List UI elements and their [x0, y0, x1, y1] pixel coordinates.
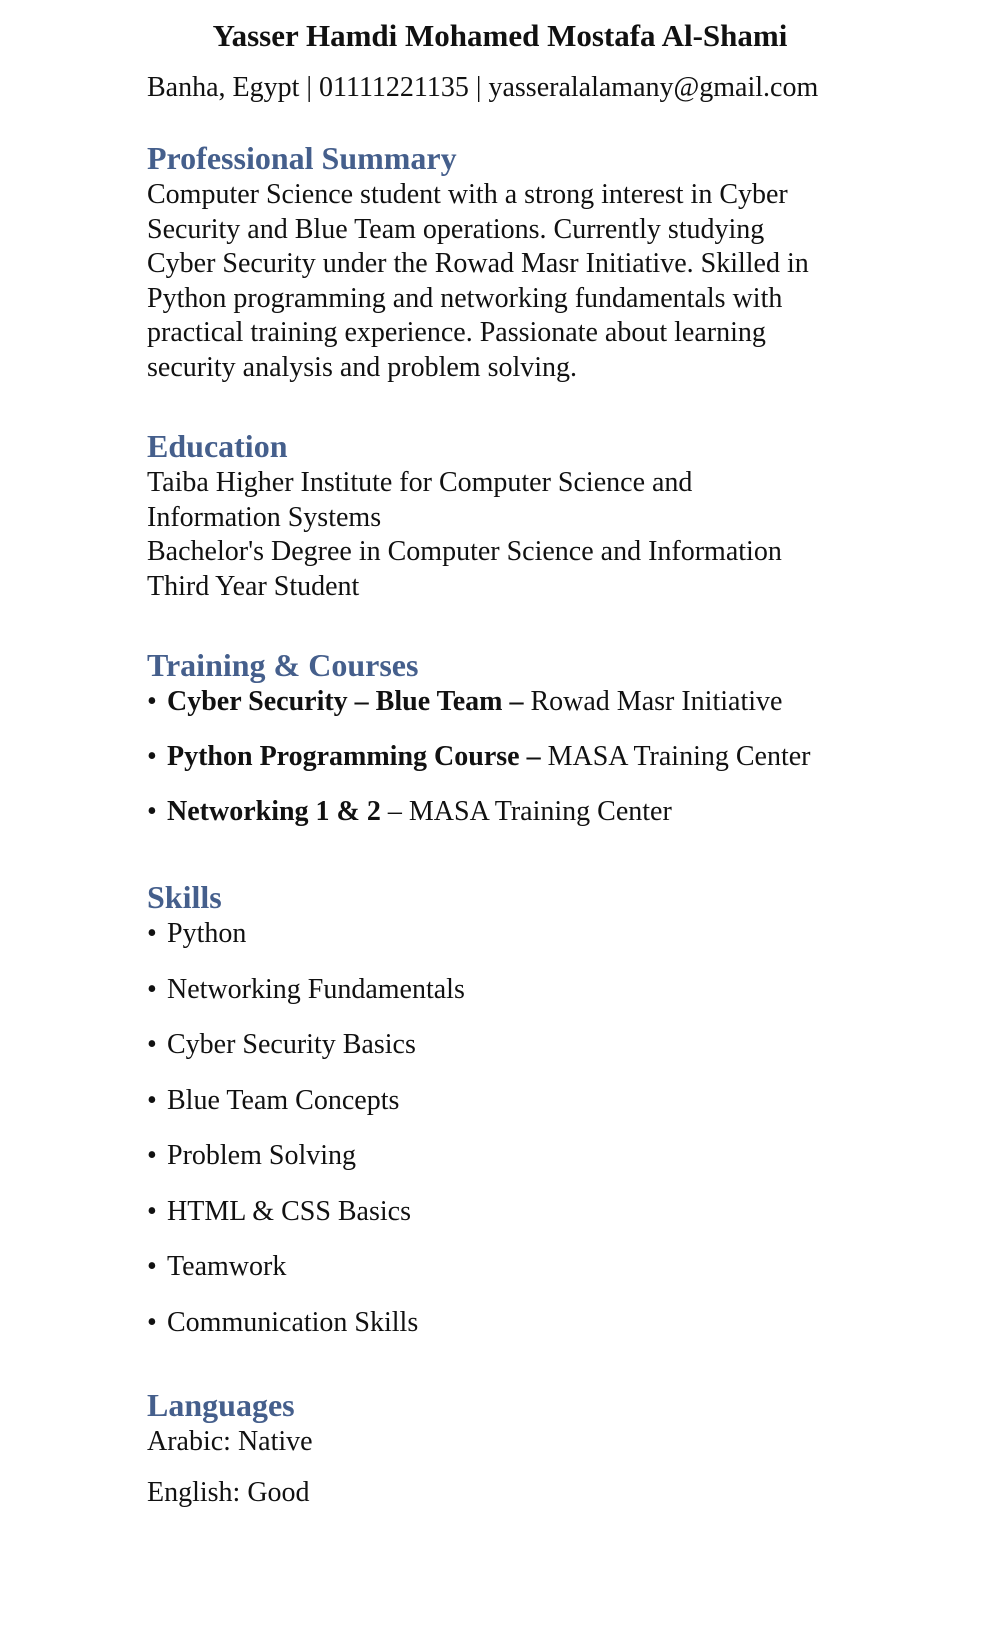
language-item: Arabic: Native	[147, 1426, 313, 1457]
bullet-icon: •	[147, 1084, 157, 1116]
education-line: Information Systems	[147, 501, 382, 533]
contact-info: Banha, Egypt | 01111221135 | yasseralalamany@gmail.com	[147, 72, 819, 103]
list-item	[147, 1139, 907, 1173]
bullet-icon: •	[147, 1029, 157, 1060]
education-line: Bachelor's Degree in Computer Science and Information	[147, 536, 782, 567]
skill-name: Problem Solving	[167, 1140, 357, 1171]
bullet-icon: •	[147, 741, 157, 772]
course-provider: – MASA Training Center	[380, 796, 672, 827]
candidate-name: Yasser Hamdi Mohamed Mostafa Al-Shami	[212, 18, 788, 53]
list-item	[147, 973, 907, 1007]
summary-line: security analysis and problem solving.	[147, 351, 578, 383]
course-provider: MASA Training Center	[540, 741, 811, 772]
summary-line: Cyber Security under the Rowad Masr Initiative. Skilled in	[147, 248, 809, 279]
language-item: English: Good	[147, 1477, 310, 1508]
bullet-icon: •	[147, 1306, 157, 1338]
skill-name: Python	[167, 918, 247, 949]
bullet-icon: •	[147, 918, 157, 949]
skill-name: Cyber Security Basics	[167, 1029, 416, 1060]
list-item	[147, 685, 907, 719]
training-title: Training & Courses	[147, 647, 419, 683]
bullet-icon: •	[147, 686, 157, 717]
list-item	[147, 1084, 907, 1118]
bullet-icon: •	[147, 1195, 157, 1227]
summary-title: Professional Summary	[147, 140, 457, 176]
course-provider: Rowad Masr Initiative	[523, 686, 783, 717]
course-name: Networking 1 & 2	[167, 796, 381, 827]
training-list	[147, 685, 907, 829]
summary-line: Python programming and networking fundamentals with	[147, 282, 783, 314]
list-item	[147, 917, 907, 951]
training-section	[147, 645, 907, 850]
bullet-icon: •	[147, 1140, 157, 1171]
languages-section	[147, 1385, 907, 1527]
languages-title: Languages	[147, 1387, 295, 1423]
summary-line: Security and Blue Team operations. Currently studying	[147, 213, 765, 245]
skills-section	[147, 877, 907, 1361]
education-section	[147, 426, 907, 604]
skill-name: HTML & CSS Basics	[167, 1195, 411, 1227]
list-item	[147, 1250, 907, 1284]
bullet-icon: •	[147, 1251, 157, 1282]
list-item	[147, 795, 907, 829]
summary-section	[147, 138, 907, 385]
list-item	[147, 1306, 907, 1340]
course-name: Cyber Security – Blue Team –	[167, 686, 524, 717]
list-item	[147, 740, 907, 774]
education-line: Third Year Student	[147, 570, 360, 602]
education-title: Education	[147, 428, 288, 464]
skill-name: Communication Skills	[167, 1306, 419, 1338]
skill-name: Teamwork	[167, 1251, 287, 1282]
bullet-icon: •	[147, 973, 157, 1005]
skill-name: Blue Team Concepts	[167, 1084, 400, 1116]
skills-title: Skills	[147, 879, 222, 915]
skills-list	[147, 917, 907, 1340]
education-line: Taiba Higher Institute for Computer Science and	[147, 467, 693, 498]
list-item	[147, 1195, 907, 1229]
bullet-icon: •	[147, 796, 157, 827]
summary-line: Computer Science student with a strong interest in Cyber	[147, 179, 788, 210]
list-item	[147, 1028, 907, 1062]
skill-name: Networking Fundamentals	[167, 973, 465, 1005]
course-name: Python Programming Course –	[167, 741, 541, 772]
summary-line: practical training experience. Passionate about learning	[147, 317, 766, 348]
